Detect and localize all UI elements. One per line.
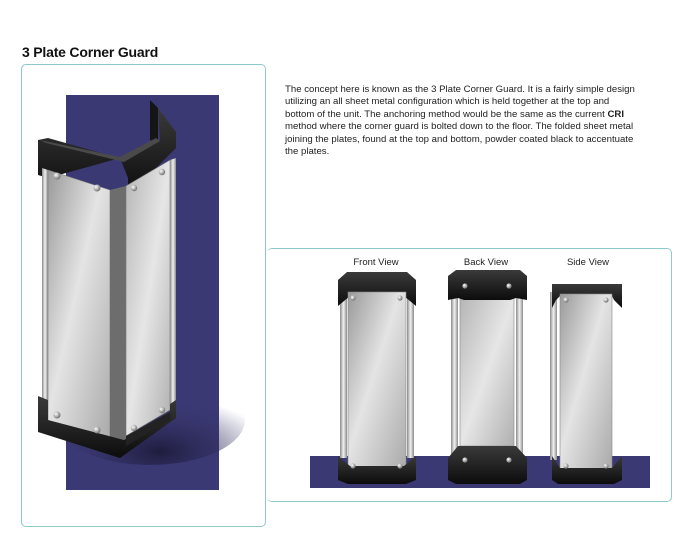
back-bottom-bracket — [448, 446, 527, 484]
side-edge-left — [550, 292, 557, 460]
front-plate — [348, 292, 406, 472]
left-plate-edge — [42, 168, 48, 420]
back-side-edge-left — [451, 290, 458, 460]
bolt — [159, 169, 165, 175]
bolt — [94, 185, 101, 192]
back-view-label: Back View — [463, 257, 509, 268]
page-title: 3 Plate Corner Guard — [22, 44, 159, 60]
front-view-label: Front View — [353, 257, 399, 268]
front-side-edge-right — [407, 290, 414, 458]
right-plate-edge — [170, 158, 176, 410]
bolt — [506, 457, 511, 462]
bolt — [54, 412, 61, 419]
side-view-drawing — [550, 284, 622, 484]
bolt — [350, 463, 355, 468]
bolt — [131, 185, 137, 191]
bolt — [350, 295, 355, 300]
bolt — [397, 463, 402, 468]
bolt — [603, 463, 608, 468]
description-text-1: The concept here is known as the 3 Plate Corner Guard. It is a fairly simple design utilizing an all sheet metal configuration which is held together at the top and bottom of the unit. The anchoring method would be the same as the current — [285, 84, 635, 120]
front-side-edge-left — [340, 290, 347, 458]
side-plate — [560, 294, 612, 472]
back-side-edge-right — [516, 290, 523, 460]
bolt — [131, 425, 137, 431]
right-plate — [126, 160, 170, 436]
bolt — [462, 457, 467, 462]
side-view-label: Side View — [566, 257, 610, 268]
bolt — [462, 283, 467, 288]
front-view-drawing — [338, 272, 416, 484]
bolt — [159, 407, 165, 413]
back-view-drawing — [448, 270, 527, 484]
isometric-corner-guard — [38, 95, 245, 490]
back-center-plate — [460, 298, 514, 446]
back-top-bracket — [448, 270, 527, 300]
bolt — [506, 283, 511, 288]
description-bold-cri: CRI — [607, 108, 625, 120]
description-text-2: method where the corner guard is bolted down to the floor. The folded sheet metal joining the plates, found at the top and bottom, powder coated black to accentuate the plates. — [285, 121, 634, 158]
center-plate-edge — [110, 186, 126, 445]
bolt — [603, 297, 608, 302]
bolt — [563, 297, 568, 302]
bolt — [563, 463, 568, 468]
left-plate — [48, 170, 110, 445]
bolt — [54, 173, 61, 180]
bolt — [397, 295, 402, 300]
bolt — [94, 427, 101, 434]
